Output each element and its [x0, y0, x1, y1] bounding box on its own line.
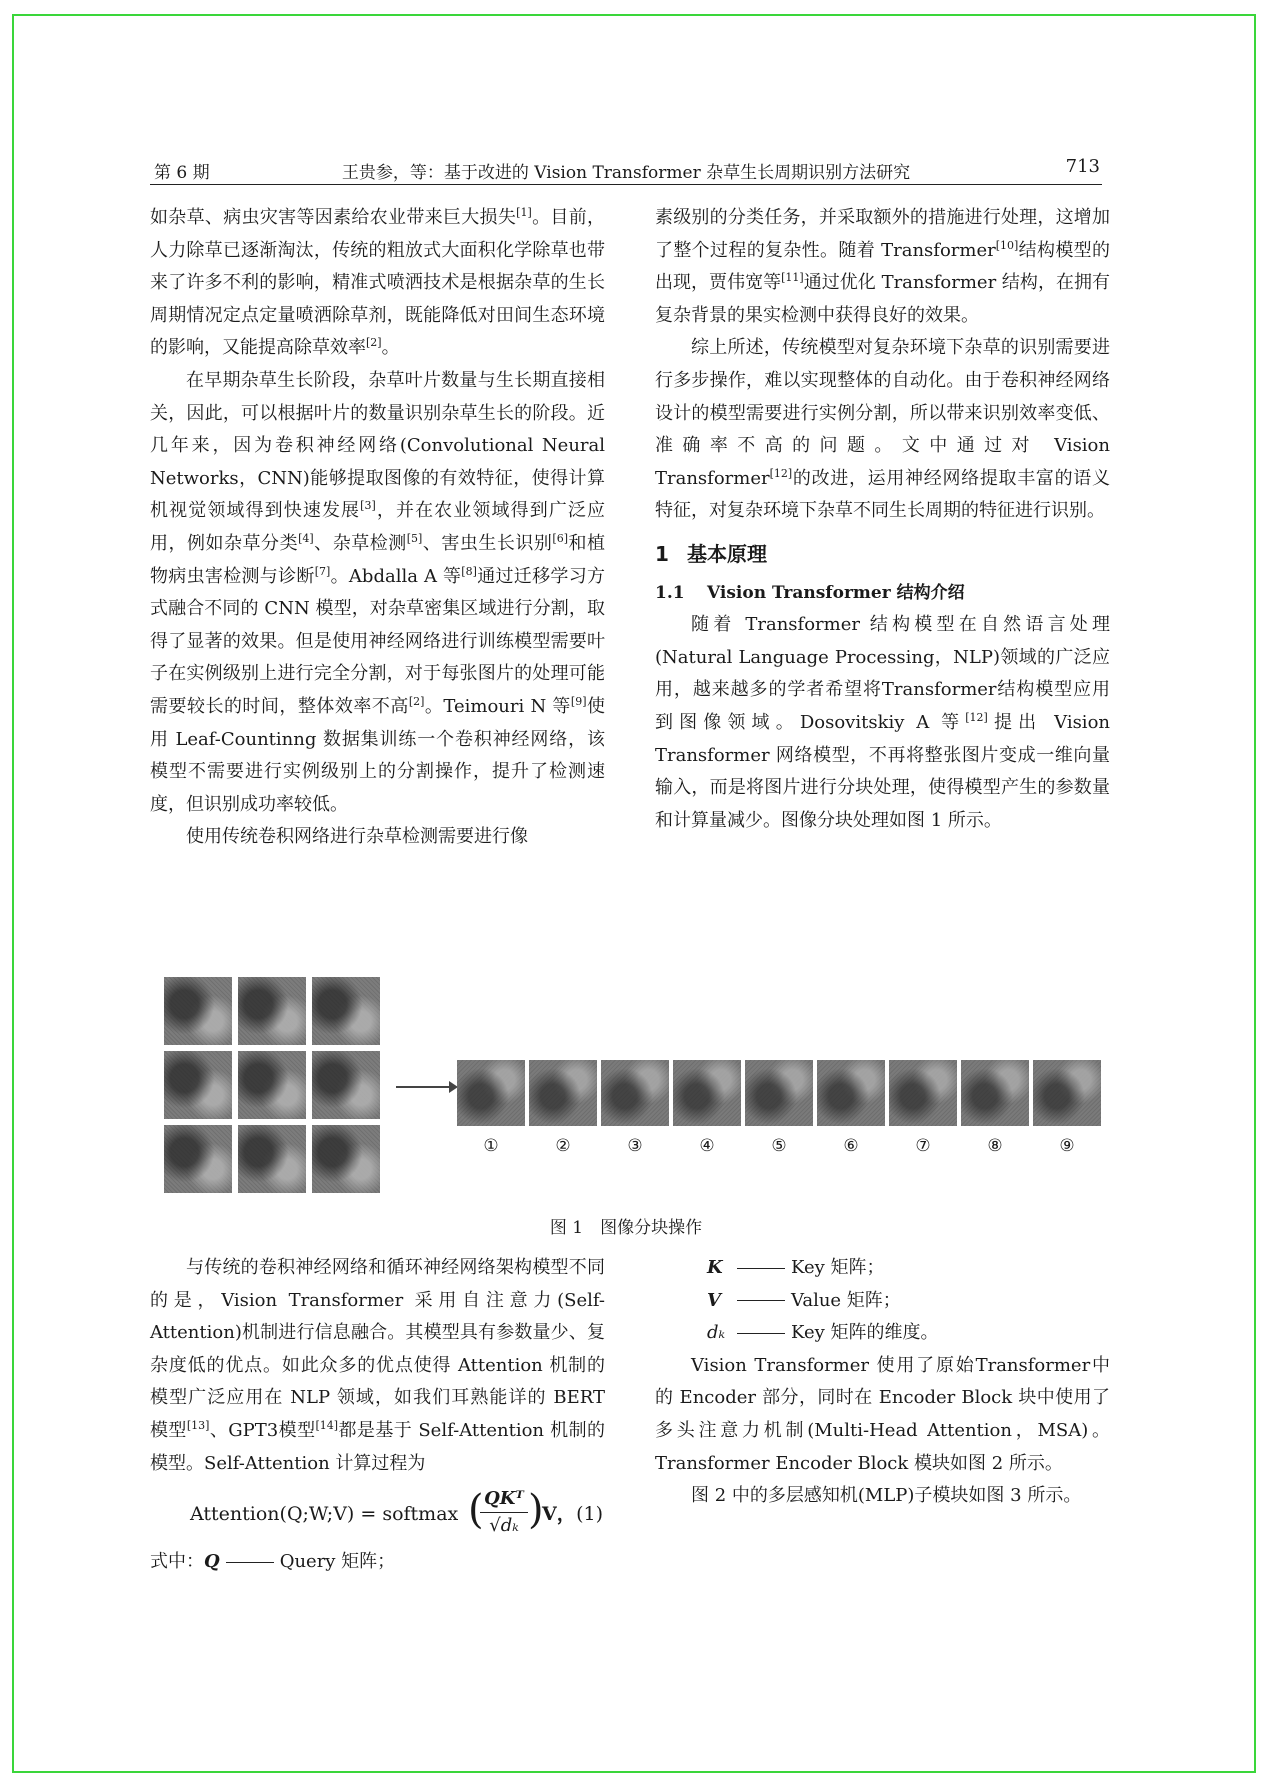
- grid-patch: [312, 977, 380, 1045]
- grid-patch: [164, 1051, 232, 1119]
- em-dash: [226, 1562, 274, 1563]
- grid-patch: [312, 1051, 380, 1119]
- running-header: [150, 152, 1102, 185]
- strip-patch: [601, 1060, 669, 1126]
- patch-label: ③: [627, 1136, 643, 1156]
- em-dash: [737, 1300, 785, 1301]
- patch-label: ②: [555, 1136, 571, 1156]
- equation-number: (1): [576, 1503, 603, 1526]
- grid-patch: [164, 977, 232, 1045]
- citation: [3]: [360, 499, 376, 513]
- patch-label: ④: [699, 1136, 715, 1156]
- patch-label: ⑦: [915, 1136, 931, 1156]
- paren-right: ): [528, 1487, 544, 1534]
- definition-line: K Key 矩阵；: [707, 1252, 1110, 1285]
- definition-line: 式中：Q Query 矩阵；: [150, 1551, 396, 1573]
- citation: [9]: [570, 694, 587, 708]
- strip-patch: [1033, 1060, 1101, 1126]
- definition-line: V Value 矩阵；: [707, 1285, 1110, 1318]
- strip-patch: [961, 1060, 1029, 1126]
- patch-label: ⑥: [843, 1136, 859, 1156]
- patch-label: ①: [483, 1136, 499, 1156]
- citation: [10]: [995, 238, 1019, 252]
- running-title: 王贵参，等：基于改进的 Vision Transformer 杂草生长周期识别方法研究: [341, 163, 911, 183]
- paragraph: 与传统的卷积神经网络和循环神经网络架构模型不同的是，Vision Transformer 采用自注意力(Self-Attention)机制进行信息融合。其模型具有参数量少、复杂度低的优点。如此众多的优点使得 Attention 机制的模型广泛应用在 NLP 领域，如我们耳熟能详的 BERT 模型[13]、GPT3模型[14]都是基于 Self-Attention 机制的模型。Self-Attention 计算过程为: [150, 1257, 605, 1474]
- paragraph: 综上所述，传统模型对复杂环境下杂草的识别需要进行多步操作，难以实现整体的自动化。由于卷积神经网络设计的模型需要进行实例分割，所以带来识别效率变低、准确率不高的问题。文中通过对 Vision Transformer[12]的改进，运用神经网络提取丰富的语义特征，对复杂环境下杂草不同生长周期的特征进行识别。: [655, 337, 1110, 522]
- citation: [13]: [186, 1418, 210, 1432]
- citation: [2]: [366, 336, 382, 350]
- strip-patch: [817, 1060, 885, 1126]
- subsection-number: 1.1: [655, 582, 685, 603]
- section-number: 1: [655, 541, 669, 566]
- citation: [8]: [461, 564, 477, 578]
- grid-patch: [238, 1051, 306, 1119]
- paragraph: 图 2 中的多层感知机(MLP)子模块如图 3 所示。: [691, 1485, 1082, 1507]
- formula-rhs: V，: [542, 1503, 576, 1526]
- arrow-icon: [396, 1086, 452, 1088]
- section-heading: [655, 538, 1110, 571]
- strip-patch: [745, 1060, 813, 1126]
- symbol-dk: dₖ: [707, 1322, 726, 1344]
- symbol-v: V: [707, 1289, 721, 1311]
- paragraph: 使用传统卷积网络进行杂草检测需要进行像: [186, 826, 528, 848]
- patch-label: ⑤: [771, 1136, 787, 1156]
- figure-caption: 图 1 图像分块操作: [549, 1218, 703, 1238]
- paragraph: 素级别的分类任务，并采取额外的措施进行处理，这增加了整个过程的复杂性。随着 Transformer[10]结构模型的出现，贾伟宽等[11]通过优化 Transformer 结构，在拥有复杂背景的果实检测中获得良好的效果。: [655, 207, 1111, 326]
- formula-denominator: √dₖ: [480, 1512, 528, 1539]
- em-dash: [737, 1333, 785, 1334]
- patch-label: ⑨: [1059, 1136, 1075, 1156]
- attention-formula: [150, 1487, 605, 1540]
- formula-fraction: [480, 1486, 528, 1539]
- right-column-bottom: [655, 1252, 1110, 1513]
- citation: [12]: [965, 710, 988, 724]
- figure-1: [150, 968, 1110, 1218]
- citation: [7]: [314, 564, 331, 578]
- citation: [2]: [408, 694, 425, 708]
- citation: [11]: [781, 271, 804, 285]
- grid-patch: [238, 977, 306, 1045]
- symbol-k: K: [707, 1257, 723, 1278]
- citation: [4]: [298, 531, 314, 545]
- citation: [5]: [406, 531, 423, 545]
- citation: [12]: [769, 466, 793, 480]
- paragraph: 随着 Transformer 结构模型在自然语言处理(Natural Language Processing，NLP)领域的广泛应用，越来越多的学者希望将Transformer结构模型应用到图像领域。Dosovitskiy A 等[12]提出 Vision Transformer 网络模型，不再将整张图片变成一维向量输入，而是将图片进行分块处理，使得模型产生的参数量和计算量减少。图像分块处理如图 1 所示。: [655, 614, 1110, 831]
- paragraph: 如杂草、病虫灾害等因素给农业带来巨大损失[1]。目前，人力除草已逐渐淘汰，传统的粗放式大面积化学除草也带来了许多不利的影响，精准式喷洒技术是根据杂草的生长周期情况定点定量喷洒除草剂，既能降低对田间生态环境的影响，又能提高除草效率[2]。: [150, 206, 605, 359]
- citation: [6]: [552, 531, 568, 545]
- left-column-bottom: [150, 1252, 605, 1579]
- paragraph: Vision Transformer 使用了原始Transformer中的 Encoder 部分，同时在 Encoder Block 块中使用了多头注意力机制(Multi-Head Attention，MSA)。Transformer Encoder Block 模块如图 2 所示。: [655, 1354, 1110, 1474]
- strip-patch: [673, 1060, 741, 1126]
- symbol-definitions: [655, 1252, 1110, 1350]
- citation: [14]: [315, 1418, 339, 1432]
- grid-patch: [238, 1125, 306, 1193]
- page-number: 713: [1065, 156, 1100, 177]
- subsection-heading: [655, 577, 1110, 610]
- formula-numerator: QKᵀ: [484, 1488, 524, 1510]
- strip-patch: [529, 1060, 597, 1126]
- em-dash: [737, 1268, 785, 1269]
- strip-patch: [457, 1060, 525, 1126]
- citation: [1]: [516, 206, 532, 219]
- subsection-title: Vision Transformer 结构介绍: [707, 582, 965, 603]
- paren-left: (: [468, 1487, 484, 1534]
- section-title: 基本原理: [687, 541, 767, 566]
- definition-line: dₖ Key 矩阵的维度。: [707, 1317, 1110, 1350]
- symbol-q: Q: [204, 1551, 220, 1573]
- original-image-grid: [164, 977, 392, 1205]
- paragraph: 在早期杂草生长阶段，杂草叶片数量与生长期直接相关，因此，可以根据叶片的数量识别杂草生长的阶段。近几年来，因为卷积神经网络(Convolutional Neural Networks，CNN)能够提取图像的有效特征，使得计算机视觉领域得到快速发展[3]，并在农业领域得到广泛应用，例如杂草分类[4]、杂草检测[5]、害虫生长识别[6]和植物病虫害检测与诊断[7]。Abdalla A 等[8]通过迁移学习方式融合不同的 CNN 模型，对杂草密集区域进行分割，取得了显著的效果。但是使用神经网络进行训练模型需要叶子在实例级别上进行完全分割，对于每张图片的处理可能需要较长的时间，整体效率不高[2]。Teimouri N 等[9]使用 Leaf-Countinng 数据集训练一个卷积神经网络，该模型不需要进行实例级别上的分割操作，提升了检测速度，但识别成功率较低。: [150, 369, 606, 815]
- issue-number: 第 6 期: [154, 163, 210, 183]
- strip-patch: [889, 1060, 957, 1126]
- patch-label: ⑧: [987, 1136, 1003, 1156]
- grid-patch: [312, 1125, 380, 1193]
- right-column-top: [655, 202, 1110, 837]
- formula-lhs: Attention(Q;W;V) = softmax: [190, 1503, 459, 1526]
- left-column-top: [150, 202, 605, 854]
- grid-patch: [164, 1125, 232, 1193]
